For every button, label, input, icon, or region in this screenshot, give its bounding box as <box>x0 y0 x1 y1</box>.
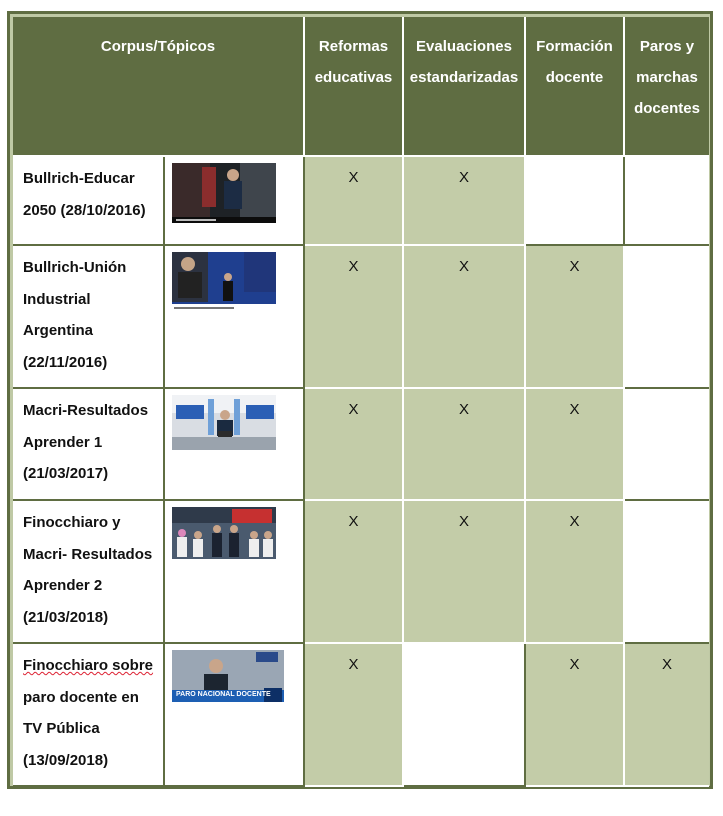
corpus-name-line: paro docente en <box>23 688 139 706</box>
topic-mark-cell <box>526 644 625 787</box>
topic-mark-cell <box>305 644 404 787</box>
header-evaluaciones <box>404 17 526 157</box>
corpus-thumbnail-cell <box>165 501 305 644</box>
header-reformas <box>305 17 404 157</box>
topic-mark-cell <box>404 157 526 246</box>
topic-mark-cell <box>404 389 526 501</box>
topic-mark-cell <box>305 157 404 246</box>
topic-mark: X <box>458 513 469 530</box>
header-corpus-label: Corpus/Tópicos <box>100 38 216 55</box>
header-evaluaciones-line: Evaluaciones <box>416 38 512 55</box>
corpus-name-cell <box>13 389 165 501</box>
header-row <box>13 17 709 157</box>
topic-mark-cell <box>404 246 526 389</box>
corpus-name-line: Macri-Resultados <box>23 402 149 419</box>
corpus-thumbnail-cell <box>165 157 305 246</box>
corpus-row <box>13 157 709 246</box>
topic-mark: X <box>348 513 359 530</box>
topic-mark-cell <box>526 246 625 389</box>
photo-press-conference-flags-image <box>172 395 276 450</box>
corpus-name-cell <box>13 157 165 246</box>
topic-empty-cell <box>625 389 709 501</box>
corpus-name-line: Aprender 1 <box>23 433 103 451</box>
topic-mark: X <box>569 258 580 275</box>
corpus-row <box>13 246 709 389</box>
header-formacion <box>526 17 625 157</box>
corpus-name-cell <box>13 246 165 389</box>
header-paros-line: Paros y <box>639 38 695 55</box>
corpus-thumbnail-cell <box>165 389 305 501</box>
corpus-name-line: 2050 (28/10/2016) <box>23 201 146 219</box>
photo-group-with-students-image <box>172 507 276 559</box>
topic-mark-cell <box>404 501 526 644</box>
corpus-name-line: (21/03/2017) <box>23 465 109 482</box>
header-reformas-line: Reformas <box>318 38 389 55</box>
header-evaluaciones-line: estandarizadas <box>409 69 519 86</box>
corpus-name-line: Macri- Resultados <box>23 545 153 563</box>
topic-mark-cell <box>526 501 625 644</box>
corpus-topics-table-frame <box>7 11 713 789</box>
corpus-row <box>13 501 709 644</box>
topic-empty-cell <box>404 644 526 787</box>
corpus-name-line: Finocchiaro sobre <box>23 657 154 674</box>
corpus-name-line: TV Pública <box>23 720 100 737</box>
thumbnail-banner-text: PARO NACIONAL DOCENTE <box>176 691 271 698</box>
corpus-name-cell <box>13 644 165 787</box>
topic-empty-cell <box>625 501 709 644</box>
header-paros-line: docentes <box>634 100 700 117</box>
topic-mark: X <box>458 258 469 275</box>
topic-mark: X <box>569 656 580 673</box>
topic-empty-cell <box>625 157 709 246</box>
topic-mark: X <box>348 169 359 186</box>
topic-mark-cell <box>305 246 404 389</box>
topic-mark: X <box>458 401 469 418</box>
header-paros-line: marchas <box>636 69 698 86</box>
corpus-row <box>13 644 709 787</box>
corpus-thumbnail-cell <box>165 644 305 787</box>
corpus-name-line: (22/11/2016) <box>23 353 108 371</box>
tv-screenshot-news-banner-image <box>172 650 284 702</box>
topic-mark: X <box>348 656 359 673</box>
header-formacion-line: docente <box>545 69 604 86</box>
header-formacion-line: Formación <box>536 38 613 55</box>
topic-mark: X <box>569 401 580 418</box>
corpus-name-line: Finocchiaro y <box>23 514 121 531</box>
corpus-name-line: (21/03/2018) <box>23 608 109 626</box>
topic-mark: X <box>569 513 580 530</box>
topic-empty-cell <box>625 246 709 389</box>
corpus-name-cell <box>13 501 165 644</box>
topic-mark: X <box>661 656 672 673</box>
corpus-name-line: (13/09/2018) <box>23 751 109 769</box>
topic-mark: X <box>348 258 359 275</box>
topic-mark-cell <box>305 501 404 644</box>
corpus-name-line: Argentina <box>23 322 94 339</box>
corpus-name-line: Bullrich-Educar <box>23 170 135 187</box>
topic-mark-cell <box>305 389 404 501</box>
topic-empty-cell <box>526 157 625 246</box>
corpus-thumbnail-cell <box>165 246 305 389</box>
corpus-row <box>13 389 709 501</box>
header-paros <box>625 17 709 157</box>
video-still-speaker-blue-stage-image <box>172 252 276 312</box>
corpus-name-line: Bullrich-Unión <box>23 259 127 276</box>
corpus-name-line: Industrial <box>23 290 91 308</box>
corpus-name-line: Aprender 2 <box>23 577 103 594</box>
topic-mark-cell <box>526 389 625 501</box>
corpus-topics-table <box>13 17 709 787</box>
header-corpus <box>13 17 305 157</box>
topic-mark: X <box>458 169 469 186</box>
topic-mark: X <box>348 401 359 418</box>
topic-mark-cell <box>625 644 709 787</box>
header-reformas-line: educativas <box>314 69 393 86</box>
video-still-speaker-podium-dark-image <box>172 163 276 223</box>
